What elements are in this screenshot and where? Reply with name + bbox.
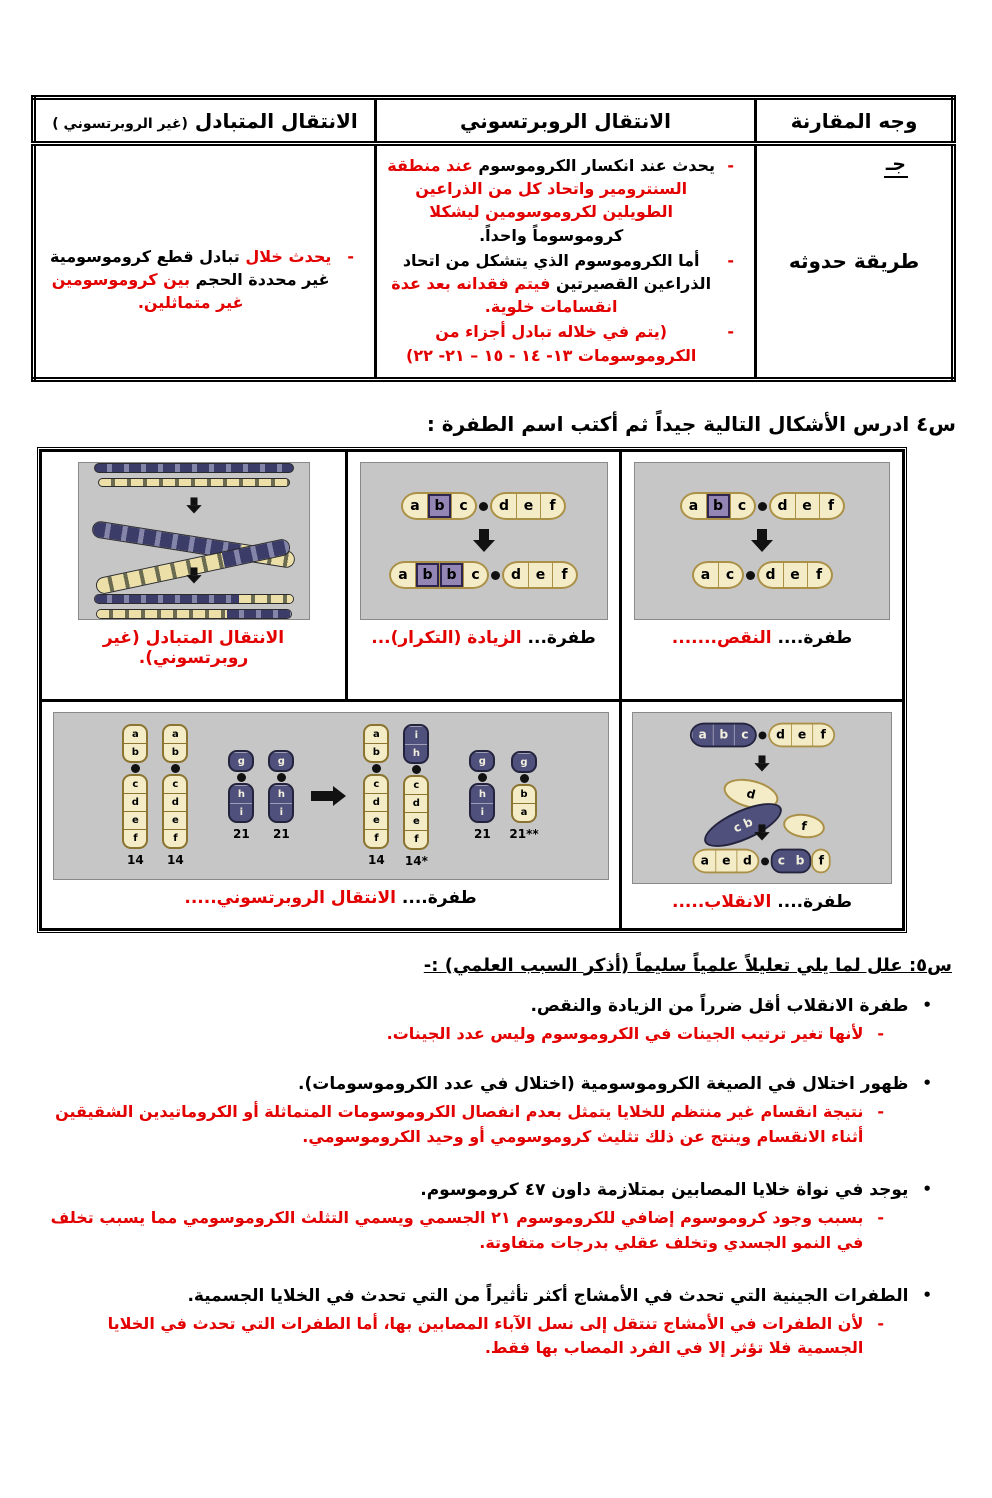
chromosome-label: 21**: [509, 826, 539, 841]
gene-segment: e: [783, 563, 807, 587]
q5-item-3: [36, 1180, 932, 1256]
centromere: [758, 731, 766, 739]
centromere: [412, 765, 421, 774]
chromosome-dark: [94, 463, 294, 473]
gene-segment: e: [528, 563, 552, 587]
page-corner-mark: جـ: [884, 153, 908, 178]
inversion-diagram: [632, 712, 892, 884]
comparison-table: [31, 95, 956, 382]
gene-segment: e: [516, 494, 540, 518]
derivative-chromosome-14-21: i h c d e f 14*: [403, 724, 429, 868]
gene-segment: e: [791, 724, 812, 745]
figure-caption: [48, 628, 339, 668]
centromere: [237, 773, 246, 782]
arrow-down-icon: [186, 567, 201, 583]
gene-segment: b: [741, 814, 755, 831]
dash: -: [877, 1023, 884, 1043]
gene-segment: f: [800, 818, 808, 833]
caption-red: الزيادة (التكرار)...: [371, 627, 522, 648]
centromere: [372, 764, 381, 773]
text-run: بين كروموسومين غير متماثلين.: [51, 269, 244, 312]
centromere: [479, 502, 488, 511]
centromere: [171, 764, 180, 773]
chromosome-21: g h i 21: [228, 750, 254, 841]
bullet: •: [922, 1074, 932, 1093]
chromosome-label: 14*: [404, 853, 428, 868]
list-item: [383, 320, 748, 366]
bullet: •: [922, 1180, 932, 1199]
centromere: [277, 773, 286, 782]
gene-segment: c: [718, 563, 742, 587]
duplication-diagram: [360, 462, 608, 620]
gene-segment: a: [691, 724, 712, 745]
chromosome-21-after: g h i 21: [469, 750, 495, 841]
statement-text: ظهور اختلال في الصيغة الكروموسومية (اختلال في عدد الكروموسومات).: [298, 1074, 909, 1095]
arrow-down-icon: [751, 529, 773, 552]
gene-segment: d: [737, 850, 758, 871]
statement-text: يوجد في نواة خلايا المصابين بمتلازمة داون ٤٧ كروموسوم.: [420, 1180, 909, 1201]
gene-segment: c: [778, 853, 786, 868]
gene-segment: f: [819, 494, 843, 518]
translocated-chromosome-1: [94, 594, 294, 604]
crossing-chromosomes: [86, 524, 301, 557]
gene-segment: f: [818, 853, 825, 868]
chromosome-label: 21: [474, 827, 491, 842]
statement-text: الطفرات الجينية التي تحدث في الأمشاج أكثر تأثيراً من التي تحدث في الخلايا الجسمية.: [187, 1285, 909, 1306]
caption-black: طفرة....: [401, 887, 477, 908]
dash: -: [877, 1313, 884, 1333]
reason: [36, 1100, 884, 1150]
gene-segment: a: [410, 498, 420, 515]
reason-text: بسبب وجود كروموسوم إضافي للكروموسوم ٢١ الجسمي ويسمي التثلث الكروموسومي مما يسبب تخلف في النمو الجسدي وتخلف عقلي بدرجات متفاوتة.: [50, 1208, 864, 1252]
centromere: [746, 571, 755, 580]
figure-duplication: [345, 452, 619, 702]
list-item: [383, 249, 748, 319]
statement: [36, 996, 932, 1016]
gene-segment: a: [688, 498, 699, 515]
gene-segment-highlighted: b: [415, 563, 439, 587]
gene-segment-highlighted: b: [706, 494, 730, 518]
bullet: •: [922, 995, 932, 1014]
figure-inversion: [619, 702, 902, 928]
statement: [36, 1074, 932, 1094]
caption-red: الانتقال المتبادل (غير روبرتسوني).: [102, 627, 285, 668]
centromere: [520, 774, 529, 783]
gene-segment: c: [731, 819, 744, 836]
arrow-down-icon: [754, 755, 769, 771]
chromosome-14-after: a b c d e f 14: [363, 724, 389, 867]
gene-segment: c: [463, 563, 487, 587]
arrow-down-icon: [473, 529, 495, 552]
text-run: فيتم فقدانه بعد عدة انقسامات خلوية.: [391, 273, 618, 317]
arrow-down-icon: [754, 824, 769, 840]
statement: [36, 1286, 932, 1306]
header-reciprocal: [34, 98, 376, 144]
figure-caption: [371, 628, 596, 648]
gene-segment: f: [812, 724, 833, 745]
question-4-title: س٤ ادرس الأشكال التالية جيداً ثم أكتب اسم الطفرة :: [426, 411, 956, 436]
caption-black: طفرة....: [777, 627, 853, 648]
figure-deletion: [619, 452, 902, 702]
gene-segment: c: [730, 494, 754, 518]
robertsonian-cell: [376, 144, 756, 380]
gene-segment: c: [733, 724, 754, 745]
caption-black: طفرة....: [777, 891, 852, 912]
deletion-diagram: [634, 462, 890, 620]
list-item: [383, 154, 748, 247]
gene-segment: b: [712, 724, 733, 745]
centromere: [478, 773, 487, 782]
q5-item-4: [36, 1286, 932, 1362]
gene-segment-highlighted: b: [427, 494, 451, 518]
inversion-loop: [687, 778, 837, 836]
chromosome-label: 14: [127, 853, 144, 868]
chromosome-14: a b c d e f 14: [122, 724, 148, 867]
dash: -: [727, 250, 734, 270]
reciprocal-cell: [34, 144, 376, 380]
q5-item-2: [36, 1074, 932, 1150]
reason: [46, 1022, 884, 1047]
gene-segment: b: [795, 853, 805, 868]
gene-segment-highlighted: b: [439, 563, 463, 587]
bullet: •: [922, 1285, 932, 1304]
question-5-title: س٥: علل لما يلي تعليلاً علمياً سليماً (أذكر السبب العلمي) :-: [423, 954, 952, 976]
robertsonian-diagram: [53, 712, 609, 880]
gene-segment: a: [700, 853, 710, 868]
figure-reciprocal-translocation: [42, 452, 345, 702]
gene-segment: a: [700, 567, 711, 584]
chromosome-14: a b c d e f 14: [162, 724, 188, 867]
mutation-figures-grid: [39, 449, 905, 931]
text-run: يحدث خلال: [239, 246, 332, 266]
chromosome-label: 21: [273, 827, 290, 842]
text-run: يحدث عند انكسار الكروموسوم: [472, 156, 716, 175]
gene-segment: d: [777, 498, 788, 515]
statement: [36, 1180, 932, 1200]
gene-segment: d: [765, 567, 776, 584]
figure-caption: [672, 628, 852, 648]
reason: [36, 1312, 884, 1362]
reason: [36, 1206, 884, 1256]
reason-text: لأنها تغير ترتيب الجينات في الكروموسوم وليس عدد الجينات.: [386, 1023, 864, 1043]
caption-red: الانتقال الروبرتسوني.....: [184, 887, 396, 908]
reason-text: نتيجة انقسام غير منتظم للخلايا يتمثل بعدم انفصال الكروموسومات المتماثلة أو الكروماتيدين الشقيقين أثناء الانقسام وينتج عن ذلك تثليث كروموسومي أو وحيد الكروموسومي.: [55, 1102, 864, 1147]
chromosome-21: g h i 21: [268, 750, 294, 841]
caption-red: الانقلاب.....: [671, 891, 772, 912]
text-run: أما الكروموسوم الذي يتشكل من اتحاد الذراعين القصيرتين: [402, 250, 712, 293]
caption-red: النقص.......: [671, 627, 772, 648]
gene-segment: a: [398, 567, 408, 584]
translocated-chromosome-2: [96, 609, 292, 619]
header-robertsonian: الانتقال الروبرتسوني: [376, 98, 756, 144]
text-run: (يتم في خلاله تبادل أجزاء من الكروموسومات ١٣- ١٤ - ١٥ – ٢١- ٢٢): [406, 322, 697, 365]
gene-segment: e: [795, 494, 819, 518]
centromere: [491, 571, 500, 580]
centromere: [131, 764, 140, 773]
figure-caption: [672, 892, 852, 912]
arrow-right-icon: [311, 786, 346, 806]
dash: -: [727, 156, 734, 175]
statement-text: طفرة الانقلاب أقل ضرراً من الزيادة والنقص.: [530, 995, 909, 1016]
chromosome-label: 14: [167, 853, 184, 868]
gene-segment: d: [775, 727, 785, 742]
gene-segment: d: [510, 567, 522, 584]
centromere: [761, 857, 769, 865]
centromere: [758, 502, 767, 511]
dash: -: [727, 322, 734, 342]
header-reciprocal-sub: (غير الروبرتسوني ): [52, 115, 188, 132]
row-label-method: طريقة حدوثه: [788, 249, 920, 274]
gene-segment: d: [498, 498, 510, 515]
header-comparison: وجه المقارنة: [756, 98, 954, 144]
header-reciprocal-main: الانتقال المتبادل: [187, 108, 358, 133]
remnant-chromosome-21: g b a 21**: [509, 751, 538, 841]
gene-segment: d: [745, 785, 757, 802]
chromosome-yellow: [98, 478, 290, 488]
table-header-row: [34, 98, 954, 144]
text-run: عند منطقة السنترومير واتحاد كل من الذراعين الطويلين لكروموسومين ليشكلا: [387, 156, 688, 222]
chromosome-label: 14: [368, 853, 385, 868]
list-item: [42, 245, 368, 315]
table-body-row: [34, 144, 954, 380]
caption-black: طفرة...: [527, 627, 596, 648]
text-run: تبادل قطع كروموسومية غير محددة الحجم: [49, 246, 330, 289]
dash: -: [877, 1102, 884, 1122]
gene-segment: c: [451, 494, 475, 518]
text-run: كروموسوماً واحداً.: [479, 225, 624, 245]
chromosome-label: 21: [233, 827, 250, 842]
gene-segment: f: [807, 563, 831, 587]
q5-item-1: [36, 996, 932, 1047]
reason-text: لأن الطفرات في الأمشاج تنتقل إلى نسل الآباء المصابين بها، أما الطفرات التي تحدث في الخلايا الجسمية فلا تؤثر إلا في الفرد المصاب بها فقط.: [107, 1313, 864, 1358]
arrow-down-icon: [186, 498, 201, 514]
gene-segment: f: [552, 563, 576, 587]
gene-segment: e: [716, 850, 737, 871]
dash: -: [347, 246, 354, 266]
dash: -: [877, 1208, 884, 1228]
figure-caption: [184, 888, 476, 908]
gene-segment: f: [540, 494, 564, 518]
figure-robertsonian: [42, 702, 619, 928]
reciprocal-diagram: [78, 462, 310, 620]
